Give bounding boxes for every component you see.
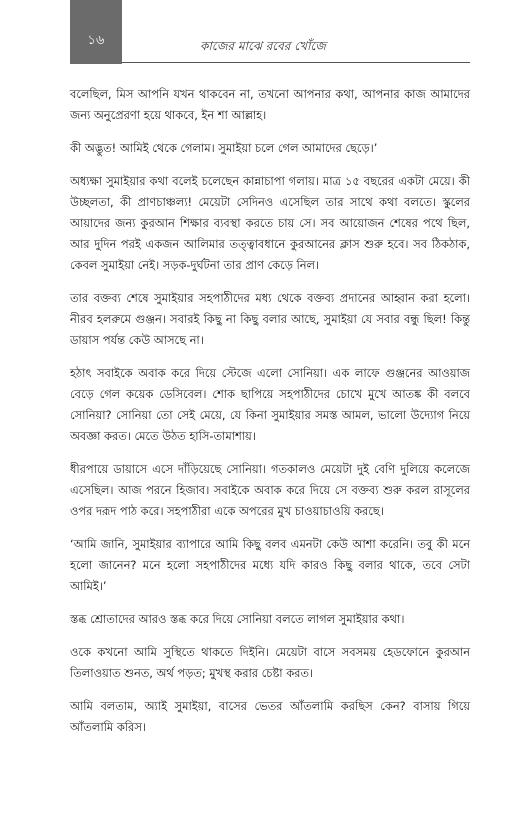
page-header	[0, 0, 528, 62]
paragraph: ধীরপায়ে ডায়াসে এসে দাঁড়িয়েছে সোনিয়া। গতকালও মেয়েটা দুই বেণি দুলিয়ে কলেজে এসেছিল। আজ পরনে হিজাব। সবাইকে অবাক করে দিয়ে সে বক্তব্য শুরু করল রাসূলের ওপর দরূদ পাঠ করে। সহপাঠীরা একে অপরের মুখ চাওয়াচাওয়ি করছে।	[70, 462, 470, 518]
running-title: কাজের মাঝে রবের খোঁজে	[200, 39, 327, 53]
paragraph: তার বক্তব্য শেষে সুমাইয়ার সহপাঠীদের মধ্য থেকে বক্তব্য প্রদানের আহ্বান করা হলো। নীরব হলরুমে গুঞ্জন। সবারই কিছু না কিছু বলার আছে, সুমাইয়া যে সবার বন্ধু ছিল! কিন্তু ডায়াস পর্যন্ত কেউ আসছে না।	[70, 291, 470, 347]
paragraph: বলেছিল, মিস আপনি যখন থাকবেন না, তখনো আপনার কথা, আপনার কাজ আমাদের জন্য অনুপ্রেরণা হয়ে থাকবে, ইন শা আল্লাহ।	[70, 87, 470, 122]
page-number-tab	[70, 0, 122, 64]
page-number: ১৬	[87, 33, 105, 48]
paragraph: অধ্যক্ষা সুমাইয়ার কথা বলেই চলেছেন কান্নাচাপা গলায়। মাত্র ১৫ বছরের একটা মেয়ে। কী উচ্ছলতা, কী প্রাণচাঞ্চল্য! মেয়েটা সেদিনও এসেছিল তার সাথে কথা বলতে। স্কুলের আয়াদের জন্য কুরআন শিক্ষার ব্যবস্থা করতে চায় সে। সব আয়োজন শেষের পথে ছিল, আর দুদিন পরই একজন আলিমার তত্ত্বাবধানে কুরআনের ক্লাস শুরু হবে। সব ঠিকঠাক, কেবল সুমাইয়া নেই। সড়ক-দুর্ঘটনা তার প্রাণ কেড়ে নিল।	[70, 174, 470, 272]
paragraph: হঠাৎ সবাইকে অবাক করে দিয়ে স্টেজে এলো সোনিয়া। এক লাফে গুঞ্জনের আওয়াজ বেড়ে গেল কয়েক ডেসিবেল। শোক ছাপিয়ে সহপাঠীদের চোখে মুখে আতঙ্ক কী বলবে সোনিয়া? সোনিয়া তো সেই মেয়ে, যে কিনা সুমাইয়ার সমস্ত আমল, ভালো উদ্যোগ নিয়ে অবজ্ঞা করত। মেতে উঠত হাসি-তামাশায়।	[70, 366, 470, 443]
paragraph: স্তব্ধ শ্রোতাদের আরও স্তব্ধ করে দিয়ে সোনিয়া বলতে লাগল সুমাইয়ার কথা।	[70, 612, 405, 626]
body-text	[70, 84, 470, 750]
paragraph: ওকে কখনো আমি সুস্থিতে থাকতে দিইনি। মেয়েটা বাসে সবসময় হেডফোনে কুরআন তিলাওয়াত শুনত, অর্থ পড়ত; মুখস্থ করার চেষ্টা করত।	[70, 645, 470, 680]
paragraph: ‘আমি জানি, সুমাইয়ার ব্যাপারে আমি কিছু বলব এমনটা কেউ আশা করেনি। তবু কী মনে হলো জানেন? মনে হলো সহপাঠীদের মধ্যে যদি কারও কিছু বলার থাকে, তবে সেটা আমিই।’	[70, 537, 470, 593]
paragraph: আমি বলতাম, অ্যাই সুমাইয়া, বাসের ভেতর আঁতলামি করছিস কেন? বাসায় গিয়ে আঁতলামি করিস।	[70, 699, 470, 734]
paragraph: কী অদ্ভুত! আমিই থেকে গেলাম। সুমাইয়া চলে গেল আমাদের ছেড়ে।’	[70, 141, 378, 155]
header-rule	[122, 62, 470, 63]
